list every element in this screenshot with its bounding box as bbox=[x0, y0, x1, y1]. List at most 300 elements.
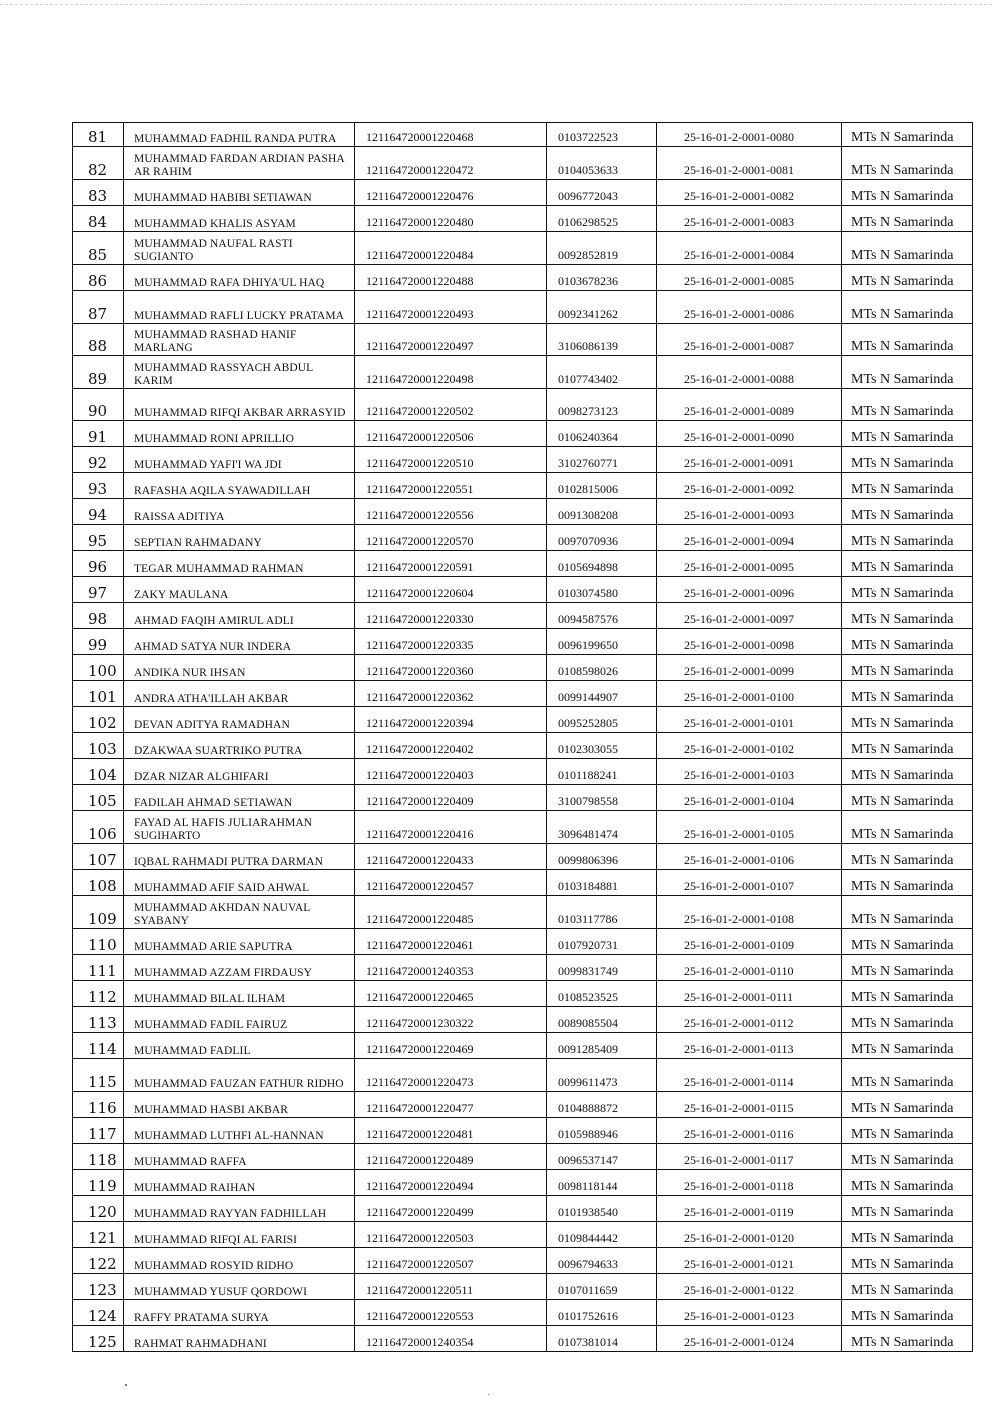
student-name: MUHAMMAD RAYYAN FADHILLAH bbox=[124, 1196, 355, 1222]
student-registration-id: 121164720001230322 bbox=[355, 1007, 547, 1033]
row-number: 110 bbox=[73, 929, 124, 955]
scan-speck bbox=[488, 1394, 489, 1395]
school-name: MTs N Samarinda bbox=[842, 577, 973, 603]
school-name: MTs N Samarinda bbox=[842, 473, 973, 499]
school-name: MTs N Samarinda bbox=[842, 206, 973, 232]
school-name: MTs N Samarinda bbox=[842, 681, 973, 707]
row-number: 112 bbox=[73, 981, 124, 1007]
student-name: MUHAMMAD LUTHFI AL-HANNAN bbox=[124, 1118, 355, 1144]
exam-number: 25-16-01-2-0001-0098 bbox=[657, 629, 842, 655]
student-name: RAFASHA AQILA SYAWADILLAH bbox=[124, 473, 355, 499]
row-number: 84 bbox=[73, 206, 124, 232]
student-number: 0105988946 bbox=[547, 1118, 657, 1144]
student-registration-id: 121164720001220511 bbox=[355, 1274, 547, 1300]
exam-number: 25-16-01-2-0001-0116 bbox=[657, 1118, 842, 1144]
table-row bbox=[73, 1300, 973, 1326]
student-name: MUHAMMAD FAUZAN FATHUR RIDHO bbox=[124, 1059, 355, 1092]
student-registration-id: 121164720001220465 bbox=[355, 981, 547, 1007]
table-row bbox=[73, 421, 973, 447]
student-number: 0096794633 bbox=[547, 1248, 657, 1274]
student-name: FAYAD AL HAFIS JULIARAHMAN SUGIHARTO bbox=[124, 811, 355, 844]
exam-number: 25-16-01-2-0001-0090 bbox=[657, 421, 842, 447]
row-number: 101 bbox=[73, 681, 124, 707]
school-name: MTs N Samarinda bbox=[842, 759, 973, 785]
school-name: MTs N Samarinda bbox=[842, 1092, 973, 1118]
student-number: 0107381014 bbox=[547, 1326, 657, 1352]
student-name: DZAR NIZAR ALGHIFARI bbox=[124, 759, 355, 785]
student-registration-id: 121164720001220494 bbox=[355, 1170, 547, 1196]
student-registration-id: 121164720001220402 bbox=[355, 733, 547, 759]
student-number: 3096481474 bbox=[547, 811, 657, 844]
school-name: MTs N Samarinda bbox=[842, 929, 973, 955]
student-number: 0107920731 bbox=[547, 929, 657, 955]
student-number: 0097070936 bbox=[547, 525, 657, 551]
school-name: MTs N Samarinda bbox=[842, 1222, 973, 1248]
student-registration-id: 121164720001220551 bbox=[355, 473, 547, 499]
table-row bbox=[73, 733, 973, 759]
table-row bbox=[73, 707, 973, 733]
row-number: 102 bbox=[73, 707, 124, 733]
row-number: 91 bbox=[73, 421, 124, 447]
student-registration-id: 121164720001220480 bbox=[355, 206, 547, 232]
table-row bbox=[73, 147, 973, 180]
row-number: 99 bbox=[73, 629, 124, 655]
table-row bbox=[73, 981, 973, 1007]
student-name: DZAKWAA SUARTRIKO PUTRA bbox=[124, 733, 355, 759]
student-registration-id: 121164720001220469 bbox=[355, 1033, 547, 1059]
student-number: 0102815006 bbox=[547, 473, 657, 499]
student-name: MUHAMMAD YAFI'I WA JDI bbox=[124, 447, 355, 473]
school-name: MTs N Samarinda bbox=[842, 603, 973, 629]
row-number: 95 bbox=[73, 525, 124, 551]
school-name: MTs N Samarinda bbox=[842, 1118, 973, 1144]
school-name: MTs N Samarinda bbox=[842, 1248, 973, 1274]
student-registration-id: 121164720001220489 bbox=[355, 1144, 547, 1170]
exam-number: 25-16-01-2-0001-0097 bbox=[657, 603, 842, 629]
school-name: MTs N Samarinda bbox=[842, 265, 973, 291]
student-name: MUHAMMAD RAIHAN bbox=[124, 1170, 355, 1196]
student-number: 0101188241 bbox=[547, 759, 657, 785]
table-row bbox=[73, 265, 973, 291]
exam-number: 25-16-01-2-0001-0095 bbox=[657, 551, 842, 577]
row-number: 120 bbox=[73, 1196, 124, 1222]
school-name: MTs N Samarinda bbox=[842, 981, 973, 1007]
table-row bbox=[73, 655, 973, 681]
table-row bbox=[73, 1274, 973, 1300]
table-row bbox=[73, 1007, 973, 1033]
student-registration-id: 121164720001220604 bbox=[355, 577, 547, 603]
school-name: MTs N Samarinda bbox=[842, 811, 973, 844]
school-name: MTs N Samarinda bbox=[842, 324, 973, 356]
school-name: MTs N Samarinda bbox=[842, 844, 973, 870]
table-row bbox=[73, 811, 973, 844]
school-name: MTs N Samarinda bbox=[842, 525, 973, 551]
school-name: MTs N Samarinda bbox=[842, 1033, 973, 1059]
student-name: MUHAMMAD RIFQI AKBAR ARRASYID bbox=[124, 389, 355, 421]
table-row bbox=[73, 929, 973, 955]
student-registration-id: 121164720001220409 bbox=[355, 785, 547, 811]
student-number: 0099611473 bbox=[547, 1059, 657, 1092]
student-name: AHMAD FAQIH AMIRUL ADLI bbox=[124, 603, 355, 629]
student-registration-id: 121164720001220485 bbox=[355, 896, 547, 929]
table-row bbox=[73, 577, 973, 603]
row-number: 123 bbox=[73, 1274, 124, 1300]
student-name: MUHAMMAD ARIE SAPUTRA bbox=[124, 929, 355, 955]
row-number: 108 bbox=[73, 870, 124, 896]
student-name: MUHAMMAD RAFFA bbox=[124, 1144, 355, 1170]
student-name: MUHAMMAD AKHDAN NAUVAL SYABANY bbox=[124, 896, 355, 929]
school-name: MTs N Samarinda bbox=[842, 1059, 973, 1092]
student-number: 0105694898 bbox=[547, 551, 657, 577]
student-registration-id: 121164720001220394 bbox=[355, 707, 547, 733]
row-number: 88 bbox=[73, 324, 124, 356]
student-number: 0101938540 bbox=[547, 1196, 657, 1222]
exam-number: 25-16-01-2-0001-0114 bbox=[657, 1059, 842, 1092]
student-number: 0091308208 bbox=[547, 499, 657, 525]
row-number: 117 bbox=[73, 1118, 124, 1144]
school-name: MTs N Samarinda bbox=[842, 180, 973, 206]
table-row bbox=[73, 1170, 973, 1196]
exam-number: 25-16-01-2-0001-0092 bbox=[657, 473, 842, 499]
school-name: MTs N Samarinda bbox=[842, 123, 973, 147]
student-registration-id: 121164720001220461 bbox=[355, 929, 547, 955]
student-registration-id: 121164720001220468 bbox=[355, 123, 547, 147]
student-number: 0096199650 bbox=[547, 629, 657, 655]
student-number: 0096537147 bbox=[547, 1144, 657, 1170]
student-registration-id: 121164720001220484 bbox=[355, 232, 547, 265]
exam-number: 25-16-01-2-0001-0089 bbox=[657, 389, 842, 421]
scan-speck bbox=[125, 1384, 127, 1386]
table-row bbox=[73, 629, 973, 655]
exam-number: 25-16-01-2-0001-0113 bbox=[657, 1033, 842, 1059]
student-registration-id: 121164720001220488 bbox=[355, 265, 547, 291]
student-name: MUHAMMAD FARDAN ARDIAN PASHA AR RAHIM bbox=[124, 147, 355, 180]
school-name: MTs N Samarinda bbox=[842, 955, 973, 981]
student-number: 0107743402 bbox=[547, 356, 657, 389]
student-number: 3100798558 bbox=[547, 785, 657, 811]
student-registration-id: 121164720001220556 bbox=[355, 499, 547, 525]
exam-number: 25-16-01-2-0001-0099 bbox=[657, 655, 842, 681]
row-number: 96 bbox=[73, 551, 124, 577]
table-row bbox=[73, 603, 973, 629]
student-number: 0098273123 bbox=[547, 389, 657, 421]
student-number: 0096772043 bbox=[547, 180, 657, 206]
table-row bbox=[73, 551, 973, 577]
table-row bbox=[73, 759, 973, 785]
table-row bbox=[73, 232, 973, 265]
student-name: ANDRA ATHA'ILLAH AKBAR bbox=[124, 681, 355, 707]
student-registration-id: 121164720001240353 bbox=[355, 955, 547, 981]
row-number: 98 bbox=[73, 603, 124, 629]
school-name: MTs N Samarinda bbox=[842, 232, 973, 265]
student-registration-id: 121164720001220472 bbox=[355, 147, 547, 180]
exam-number: 25-16-01-2-0001-0088 bbox=[657, 356, 842, 389]
student-registration-id: 121164720001220416 bbox=[355, 811, 547, 844]
student-registration-id: 121164720001220503 bbox=[355, 1222, 547, 1248]
student-name: MUHAMMAD RIFQI AL FARISI bbox=[124, 1222, 355, 1248]
row-number: 107 bbox=[73, 844, 124, 870]
table-row bbox=[73, 473, 973, 499]
student-registration-id: 121164720001220510 bbox=[355, 447, 547, 473]
student-registration-id: 121164720001220591 bbox=[355, 551, 547, 577]
school-name: MTs N Samarinda bbox=[842, 1274, 973, 1300]
school-name: MTs N Samarinda bbox=[842, 733, 973, 759]
student-name: MUHAMMAD FADIL FAIRUZ bbox=[124, 1007, 355, 1033]
exam-number: 25-16-01-2-0001-0100 bbox=[657, 681, 842, 707]
exam-number: 25-16-01-2-0001-0101 bbox=[657, 707, 842, 733]
table-row bbox=[73, 356, 973, 389]
student-name: MUHAMMAD BILAL ILHAM bbox=[124, 981, 355, 1007]
table-row bbox=[73, 1118, 973, 1144]
student-number: 0104888872 bbox=[547, 1092, 657, 1118]
student-name: RAISSA ADITIYA bbox=[124, 499, 355, 525]
student-registration-id: 121164720001220493 bbox=[355, 291, 547, 324]
student-registration-id: 121164720001220360 bbox=[355, 655, 547, 681]
school-name: MTs N Samarinda bbox=[842, 291, 973, 324]
student-number: 0103722523 bbox=[547, 123, 657, 147]
exam-number: 25-16-01-2-0001-0112 bbox=[657, 1007, 842, 1033]
student-number: 0104053633 bbox=[547, 147, 657, 180]
table-row bbox=[73, 206, 973, 232]
exam-number: 25-16-01-2-0001-0105 bbox=[657, 811, 842, 844]
exam-number: 25-16-01-2-0001-0121 bbox=[657, 1248, 842, 1274]
exam-number: 25-16-01-2-0001-0123 bbox=[657, 1300, 842, 1326]
table-row bbox=[73, 324, 973, 356]
exam-number: 25-16-01-2-0001-0111 bbox=[657, 981, 842, 1007]
row-number: 86 bbox=[73, 265, 124, 291]
exam-number: 25-16-01-2-0001-0107 bbox=[657, 870, 842, 896]
student-registration-id: 121164720001220477 bbox=[355, 1092, 547, 1118]
row-number: 119 bbox=[73, 1170, 124, 1196]
table-row bbox=[73, 123, 973, 147]
table-row bbox=[73, 844, 973, 870]
exam-number: 25-16-01-2-0001-0085 bbox=[657, 265, 842, 291]
student-name: MUHAMMAD AFIF SAID AHWAL bbox=[124, 870, 355, 896]
exam-number: 25-16-01-2-0001-0119 bbox=[657, 1196, 842, 1222]
exam-number: 25-16-01-2-0001-0094 bbox=[657, 525, 842, 551]
student-name: IQBAL RAHMADI PUTRA DARMAN bbox=[124, 844, 355, 870]
student-number: 0103074580 bbox=[547, 577, 657, 603]
student-number: 0092852819 bbox=[547, 232, 657, 265]
student-number: 0099806396 bbox=[547, 844, 657, 870]
student-number: 0108598026 bbox=[547, 655, 657, 681]
student-number: 0101752616 bbox=[547, 1300, 657, 1326]
table-row bbox=[73, 870, 973, 896]
scan-edge-line bbox=[0, 4, 992, 5]
student-registration-id: 121164720001220481 bbox=[355, 1118, 547, 1144]
row-number: 87 bbox=[73, 291, 124, 324]
table-row bbox=[73, 499, 973, 525]
table-row bbox=[73, 1248, 973, 1274]
table-row bbox=[73, 447, 973, 473]
table-row bbox=[73, 180, 973, 206]
row-number: 114 bbox=[73, 1033, 124, 1059]
student-name: MUHAMMAD RASSYACH ABDUL KARIM bbox=[124, 356, 355, 389]
student-name: MUHAMMAD RASHAD HANIF MARLANG bbox=[124, 324, 355, 356]
student-registration-id: 121164720001220502 bbox=[355, 389, 547, 421]
student-number: 0108523525 bbox=[547, 981, 657, 1007]
table-row bbox=[73, 525, 973, 551]
school-name: MTs N Samarinda bbox=[842, 707, 973, 733]
row-number: 82 bbox=[73, 147, 124, 180]
student-number: 0109844442 bbox=[547, 1222, 657, 1248]
table-row bbox=[73, 785, 973, 811]
student-number: 0092341262 bbox=[547, 291, 657, 324]
exam-number: 25-16-01-2-0001-0091 bbox=[657, 447, 842, 473]
school-name: MTs N Samarinda bbox=[842, 447, 973, 473]
row-number: 124 bbox=[73, 1300, 124, 1326]
table-row bbox=[73, 389, 973, 421]
exam-number: 25-16-01-2-0001-0115 bbox=[657, 1092, 842, 1118]
student-registration-id: 121164720001220403 bbox=[355, 759, 547, 785]
student-number: 0103678236 bbox=[547, 265, 657, 291]
exam-number: 25-16-01-2-0001-0117 bbox=[657, 1144, 842, 1170]
student-number: 0099831749 bbox=[547, 955, 657, 981]
row-number: 100 bbox=[73, 655, 124, 681]
exam-number: 25-16-01-2-0001-0103 bbox=[657, 759, 842, 785]
exam-number: 25-16-01-2-0001-0108 bbox=[657, 896, 842, 929]
school-name: MTs N Samarinda bbox=[842, 551, 973, 577]
school-name: MTs N Samarinda bbox=[842, 389, 973, 421]
row-number: 93 bbox=[73, 473, 124, 499]
school-name: MTs N Samarinda bbox=[842, 499, 973, 525]
row-number: 122 bbox=[73, 1248, 124, 1274]
student-number: 0098118144 bbox=[547, 1170, 657, 1196]
student-name: MUHAMMAD ROSYID RIDHO bbox=[124, 1248, 355, 1274]
row-number: 94 bbox=[73, 499, 124, 525]
roster-body bbox=[73, 123, 973, 1352]
table-row bbox=[73, 1092, 973, 1118]
table-row bbox=[73, 1033, 973, 1059]
school-name: MTs N Samarinda bbox=[842, 785, 973, 811]
student-number: 0106240364 bbox=[547, 421, 657, 447]
exam-number: 25-16-01-2-0001-0102 bbox=[657, 733, 842, 759]
row-number: 113 bbox=[73, 1007, 124, 1033]
student-number: 0099144907 bbox=[547, 681, 657, 707]
student-registration-id: 121164720001220362 bbox=[355, 681, 547, 707]
school-name: MTs N Samarinda bbox=[842, 421, 973, 447]
table-row bbox=[73, 896, 973, 929]
table-row bbox=[73, 681, 973, 707]
student-name: MUHAMMAD FADHIL RANDA PUTRA bbox=[124, 123, 355, 147]
student-name: MUHAMMAD RAFLI LUCKY PRATAMA bbox=[124, 291, 355, 324]
student-number: 3106086139 bbox=[547, 324, 657, 356]
student-name: MUHAMMAD AZZAM FIRDAUSY bbox=[124, 955, 355, 981]
school-name: MTs N Samarinda bbox=[842, 1170, 973, 1196]
exam-number: 25-16-01-2-0001-0096 bbox=[657, 577, 842, 603]
student-registration-id: 121164720001220457 bbox=[355, 870, 547, 896]
exam-number: 25-16-01-2-0001-0087 bbox=[657, 324, 842, 356]
row-number: 104 bbox=[73, 759, 124, 785]
student-number: 0089085504 bbox=[547, 1007, 657, 1033]
school-name: MTs N Samarinda bbox=[842, 1326, 973, 1352]
student-number: 0094587576 bbox=[547, 603, 657, 629]
school-name: MTs N Samarinda bbox=[842, 147, 973, 180]
row-number: 109 bbox=[73, 896, 124, 929]
student-name: MUHAMMAD HABIBI SETIAWAN bbox=[124, 180, 355, 206]
school-name: MTs N Samarinda bbox=[842, 896, 973, 929]
row-number: 92 bbox=[73, 447, 124, 473]
student-name: MUHAMMAD YUSUF QORDOWI bbox=[124, 1274, 355, 1300]
table-row bbox=[73, 1144, 973, 1170]
student-name: DEVAN ADITYA RAMADHAN bbox=[124, 707, 355, 733]
student-name: MUHAMMAD RONI APRILLIO bbox=[124, 421, 355, 447]
exam-number: 25-16-01-2-0001-0118 bbox=[657, 1170, 842, 1196]
row-number: 83 bbox=[73, 180, 124, 206]
exam-number: 25-16-01-2-0001-0104 bbox=[657, 785, 842, 811]
exam-number: 25-16-01-2-0001-0082 bbox=[657, 180, 842, 206]
exam-number: 25-16-01-2-0001-0110 bbox=[657, 955, 842, 981]
student-name: RAHMAT RAHMADHANI bbox=[124, 1326, 355, 1352]
row-number: 85 bbox=[73, 232, 124, 265]
row-number: 116 bbox=[73, 1092, 124, 1118]
student-number: 0095252805 bbox=[547, 707, 657, 733]
student-name: FADILAH AHMAD SETIAWAN bbox=[124, 785, 355, 811]
student-registration-id: 121164720001220330 bbox=[355, 603, 547, 629]
row-number: 103 bbox=[73, 733, 124, 759]
table-row bbox=[73, 1059, 973, 1092]
student-name: ANDIKA NUR IHSAN bbox=[124, 655, 355, 681]
student-number: 0102303055 bbox=[547, 733, 657, 759]
student-registration-id: 121164720001220507 bbox=[355, 1248, 547, 1274]
row-number: 89 bbox=[73, 356, 124, 389]
student-name: AHMAD SATYA NUR INDERA bbox=[124, 629, 355, 655]
exam-number: 25-16-01-2-0001-0083 bbox=[657, 206, 842, 232]
row-number: 121 bbox=[73, 1222, 124, 1248]
row-number: 125 bbox=[73, 1326, 124, 1352]
student-name: MUHAMMAD RAFA DHIYA'UL HAQ bbox=[124, 265, 355, 291]
row-number: 105 bbox=[73, 785, 124, 811]
student-name: MUHAMMAD NAUFAL RASTI SUGIANTO bbox=[124, 232, 355, 265]
school-name: MTs N Samarinda bbox=[842, 1196, 973, 1222]
school-name: MTs N Samarinda bbox=[842, 870, 973, 896]
exam-number: 25-16-01-2-0001-0120 bbox=[657, 1222, 842, 1248]
student-number: 0091285409 bbox=[547, 1033, 657, 1059]
student-registration-id: 121164720001220335 bbox=[355, 629, 547, 655]
student-registration-id: 121164720001220499 bbox=[355, 1196, 547, 1222]
table-row bbox=[73, 955, 973, 981]
exam-number: 25-16-01-2-0001-0086 bbox=[657, 291, 842, 324]
student-registration-id: 121164720001240354 bbox=[355, 1326, 547, 1352]
student-number: 0106298525 bbox=[547, 206, 657, 232]
exam-number: 25-16-01-2-0001-0106 bbox=[657, 844, 842, 870]
school-name: MTs N Samarinda bbox=[842, 655, 973, 681]
school-name: MTs N Samarinda bbox=[842, 1300, 973, 1326]
school-name: MTs N Samarinda bbox=[842, 629, 973, 655]
student-registration-id: 121164720001220506 bbox=[355, 421, 547, 447]
exam-number: 25-16-01-2-0001-0084 bbox=[657, 232, 842, 265]
student-number: 3102760771 bbox=[547, 447, 657, 473]
exam-number: 25-16-01-2-0001-0124 bbox=[657, 1326, 842, 1352]
student-number: 0107011659 bbox=[547, 1274, 657, 1300]
student-registration-id: 121164720001220553 bbox=[355, 1300, 547, 1326]
student-roster-table bbox=[72, 122, 973, 1352]
student-registration-id: 121164720001220476 bbox=[355, 180, 547, 206]
table-row bbox=[73, 1196, 973, 1222]
row-number: 111 bbox=[73, 955, 124, 981]
table-row bbox=[73, 291, 973, 324]
row-number: 118 bbox=[73, 1144, 124, 1170]
exam-number: 25-16-01-2-0001-0093 bbox=[657, 499, 842, 525]
exam-number: 25-16-01-2-0001-0109 bbox=[657, 929, 842, 955]
student-name: ZAKY MAULANA bbox=[124, 577, 355, 603]
exam-number: 25-16-01-2-0001-0080 bbox=[657, 123, 842, 147]
exam-number: 25-16-01-2-0001-0122 bbox=[657, 1274, 842, 1300]
student-number: 0103117786 bbox=[547, 896, 657, 929]
student-name: MUHAMMAD HASBI AKBAR bbox=[124, 1092, 355, 1118]
student-registration-id: 121164720001220570 bbox=[355, 525, 547, 551]
student-name: MUHAMMAD KHALIS ASYAM bbox=[124, 206, 355, 232]
